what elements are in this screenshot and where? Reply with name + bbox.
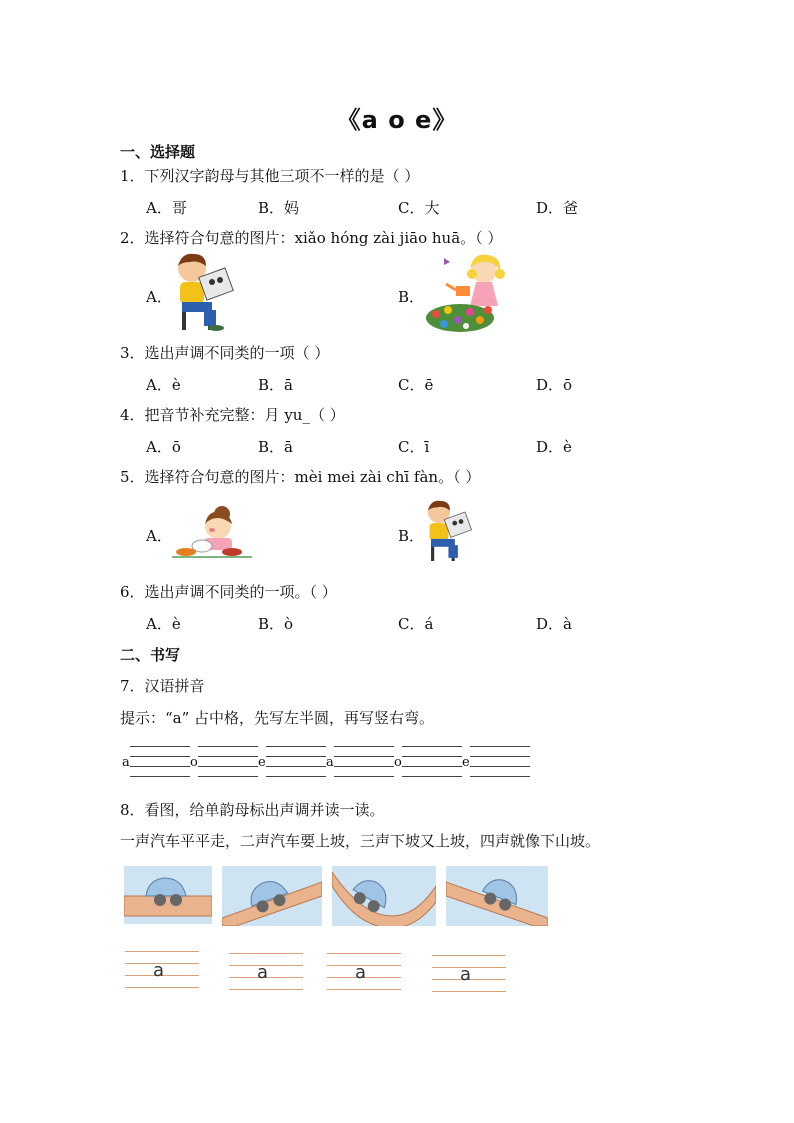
q5-option-a[interactable]: A． <box>146 527 172 545</box>
handwriting-letter: a <box>122 755 130 770</box>
four-line-grid <box>266 744 326 780</box>
question-6: 6．选出声调不同类的一项。（ ） <box>120 583 337 601</box>
car-flat-road-picture <box>124 866 212 928</box>
question-8: 8．看图，给单韵母标出声调并读一读。 <box>120 801 385 819</box>
handwriting-letter: e <box>258 755 266 770</box>
q3-option-a[interactable]: A．è <box>146 376 181 394</box>
tone-writing-box[interactable] <box>125 951 199 987</box>
q6-option-c[interactable]: C．á <box>398 615 434 633</box>
question-1: 1．下列汉字韵母与其他三项不一样的是（ ） <box>120 167 420 185</box>
q3-option-c[interactable]: C．ē <box>398 376 434 394</box>
four-line-grid <box>130 744 190 780</box>
question-3: 3．选出声调不同类的一项（ ） <box>120 344 330 362</box>
tone-letter: a <box>460 964 472 985</box>
q1-option-a[interactable]: A．哥 <box>146 199 187 217</box>
tone-letter: a <box>153 960 165 981</box>
q3-option-d[interactable]: D．ō <box>536 376 573 394</box>
car-down-up-hill-picture <box>332 866 436 930</box>
q4-option-d[interactable]: D．è <box>536 438 572 456</box>
q6-option-d[interactable]: D．à <box>536 615 572 633</box>
boy-reading-illustration <box>168 252 244 336</box>
question-2: 2．选择符合句意的图片：xiǎo hóng zài jiāo huā。（ ） <box>120 229 503 247</box>
question-4: 4．把音节补充完整：月 yu_（ ） <box>120 406 345 424</box>
q1-option-c[interactable]: C．大 <box>398 199 440 217</box>
handwriting-cell[interactable] <box>462 744 530 780</box>
section-heading-choice: 一、选择题 <box>120 143 196 161</box>
handwriting-letter: e <box>462 755 470 770</box>
tone-letter: a <box>355 962 367 983</box>
handwriting-cell[interactable] <box>122 744 190 780</box>
q5-option-b[interactable]: B． <box>398 527 425 545</box>
boy-reading-illustration-2 <box>420 492 480 574</box>
question-7: 7．汉语拼音 <box>120 677 205 695</box>
q1-option-b[interactable]: B．妈 <box>258 199 300 217</box>
handwriting-practice-row <box>122 744 530 780</box>
q1-option-d[interactable]: D．爸 <box>536 199 579 217</box>
tone-writing-box[interactable] <box>229 953 303 989</box>
handwriting-letter: o <box>394 755 402 770</box>
q4-option-b[interactable]: B．ā <box>258 438 293 456</box>
girl-eating-illustration <box>172 500 252 566</box>
page-title: 《a o e》 <box>336 106 458 134</box>
q2-option-b[interactable]: B． <box>398 288 425 306</box>
question-7-hint: 提示：“a” 占中格，先写左半圆，再写竖右弯。 <box>120 709 435 727</box>
four-line-grid <box>402 744 462 780</box>
question-5: 5．选择符合句意的图片：mèi mei zài chī fàn。（ ） <box>120 468 481 486</box>
q6-option-b[interactable]: B．ò <box>258 615 294 633</box>
q3-option-b[interactable]: B．ā <box>258 376 293 394</box>
q4-option-c[interactable]: C．ī <box>398 438 430 456</box>
tone-letter: a <box>257 962 269 983</box>
tone-rhyme: 一声汽车平平走，二声汽车要上坡，三声下坡又上坡，四声就像下山坡。 <box>120 832 601 850</box>
q6-option-a[interactable]: A．è <box>146 615 181 633</box>
girl-watering-flowers-illustration <box>422 252 512 338</box>
q2-option-a[interactable]: A． <box>146 288 172 306</box>
car-uphill-picture <box>222 866 322 930</box>
handwriting-letter: o <box>190 755 198 770</box>
tone-writing-box[interactable] <box>432 955 506 991</box>
handwriting-letter: a <box>326 755 334 770</box>
handwriting-cell[interactable] <box>326 744 394 780</box>
four-line-grid <box>334 744 394 780</box>
handwriting-cell[interactable] <box>190 744 258 780</box>
tone-writing-box[interactable] <box>327 953 401 989</box>
handwriting-cell[interactable] <box>258 744 326 780</box>
car-downhill-picture <box>446 866 548 930</box>
four-line-grid <box>198 744 258 780</box>
handwriting-cell[interactable] <box>394 744 462 780</box>
section-heading-writing: 二、书写 <box>120 646 181 664</box>
four-line-grid <box>470 744 530 780</box>
q4-option-a[interactable]: A．ō <box>146 438 181 456</box>
